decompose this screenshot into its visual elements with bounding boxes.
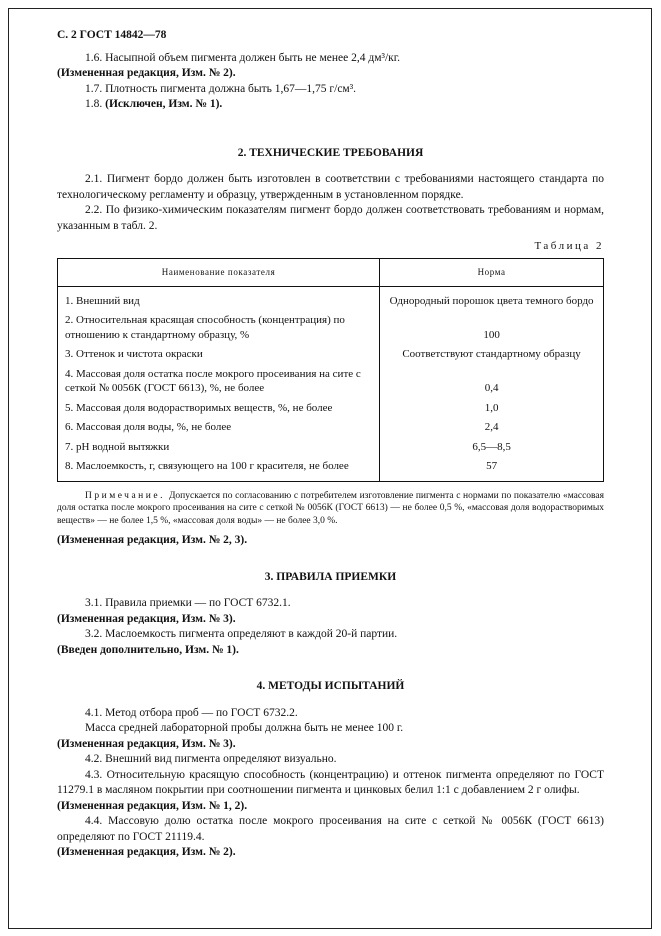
row-norm: Однородный порошок цвета темного бордо <box>380 286 604 311</box>
table-row <box>58 345 604 365</box>
row-name: 1. Внешний вид <box>65 294 140 307</box>
row-name: 4. Массовая доля остатка после мокрого просеивания на сите с сеткой № 0056К (ГОСТ 6613), %, не более <box>65 367 361 394</box>
amendment-3-2: (Введен дополнительно, Изм. № 1). <box>57 643 239 656</box>
table-row <box>58 437 604 457</box>
table-row <box>58 311 604 345</box>
row-norm: 57 <box>380 457 604 482</box>
clause-1-8-text: (Исключен, Изм. № 1). <box>105 98 223 110</box>
section-2-title: 2. ТЕХНИЧЕСКИЕ ТРЕБОВАНИЯ <box>237 146 424 159</box>
row-norm: Соответствуют стандартному образцу <box>380 345 604 365</box>
amendment-4-4: (Измененная редакция, Изм. № 2). <box>57 846 236 858</box>
clause-3-1: 3.1. Правила приемки — по ГОСТ 6732.1. <box>85 597 291 609</box>
amendment-3-1: (Измененная редакция, Изм. № 3). <box>57 612 236 625</box>
row-name: 2. Относительная красящая способность (концентрация) по отношению к стандартному образцу, % <box>65 314 345 341</box>
row-norm: 6,5—8,5 <box>380 437 604 457</box>
page-header: С. 2 ГОСТ 14842—78 <box>57 29 167 41</box>
note-text: Допускается по согласованию с потребителем изготовление пигмента с нормами по показателю «массовая доля остатка после мокрого просеивания на сите с сеткой № 0056К (ГОСТ 6613) — не более 0,5 %, «массовая доля водорастворимых веществ» — не более 1,5 %, «массовая доля воды» — не более 3,0 %. <box>57 490 604 526</box>
row-norm: 2,4 <box>380 418 604 438</box>
table-note <box>57 490 604 528</box>
table-row <box>58 457 604 482</box>
row-norm: 100 <box>380 311 604 345</box>
row-name: 7. pH водной вытяжки <box>65 440 170 453</box>
row-norm: 0,4 <box>380 364 604 398</box>
clause-1-7: 1.7. Плотность пигмента должна быть 1,67—1,75 г/см³. <box>85 82 357 95</box>
clause-1-6: 1.6. Насыпной объем пигмента должен быть не менее 2,4 дм³/кг. <box>85 51 401 64</box>
table-row <box>58 398 604 418</box>
clause-2-2: 2.2. По физико-химическим показателям пигмент бордо должен соответствовать требованиям и нормам, указанным в табл. 2. <box>57 204 604 232</box>
clause-4-3: 4.3. Относительную красящую способность (концентрацию) и оттенок пигмента определяют по ГОСТ 11279.1 в масляном покрытии при соотношении пигмента и цинковых белил 1:1 с добавлением 2 г олифы. <box>57 768 604 796</box>
table-row <box>58 418 604 438</box>
clause-3-2: 3.2. Маслоемкость пигмента определяют в каждой 20-й партии. <box>85 628 398 640</box>
row-name: 6. Массовая доля воды, %, не более <box>65 421 232 433</box>
amendment-1-6: (Измененная редакция, Изм. № 2). <box>57 67 236 79</box>
clause-1-8 <box>57 97 604 113</box>
table-caption: Таблица 2 <box>534 240 604 252</box>
clause-4-4: 4.4. Массовую долю остатка после мокрого просеивания на сите с сеткой № 0056К (ГОСТ 6613) определяют по ГОСТ 21119.4. <box>57 815 604 843</box>
clause-4-2: 4.2. Внешний вид пигмента определяют визуально. <box>85 753 337 765</box>
note-label: Примечание. <box>85 490 165 501</box>
column-header-norm: Норма <box>380 258 604 286</box>
amendment-4-3: (Измененная редакция, Изм. № 1, 2). <box>57 799 248 812</box>
amendment-2: (Измененная редакция, Изм. № 2, 3). <box>57 534 248 546</box>
clause-4-1: 4.1. Метод отбора проб — по ГОСТ 6732.2. <box>85 706 298 719</box>
row-name: 8. Маслоемкость, г, связующего на 100 г красителя, не более <box>65 460 349 472</box>
clause-2-1: 2.1. Пигмент бордо должен быть изготовлен в соответствии с требованиями настоящего стандарта по технологическому регламенту и образцу, утвержденным в установленном порядке. <box>57 173 604 201</box>
requirements-table <box>57 258 604 482</box>
row-name: 5. Массовая доля водорастворимых веществ, %, не более <box>65 401 333 414</box>
clause-4-1-sample-mass: Масса средней лабораторной пробы должна быть не менее 100 г. <box>85 722 404 734</box>
row-name: 3. Оттенок и чистота окраски <box>65 348 203 360</box>
table-row <box>58 286 604 311</box>
clause-1-8-number: 1.8. <box>85 98 103 110</box>
page-content <box>57 28 604 861</box>
amendment-4-1: (Измененная редакция, Изм. № 3). <box>57 737 236 750</box>
table-row <box>58 364 604 398</box>
row-norm: 1,0 <box>380 398 604 418</box>
table-header-row <box>58 258 604 286</box>
section-3-title: 3. ПРАВИЛА ПРИЕМКИ <box>264 570 397 583</box>
column-header-name: Наименование показателя <box>58 258 380 286</box>
section-4-title: 4. МЕТОДЫ ИСПЫТАНИЙ <box>256 680 405 692</box>
